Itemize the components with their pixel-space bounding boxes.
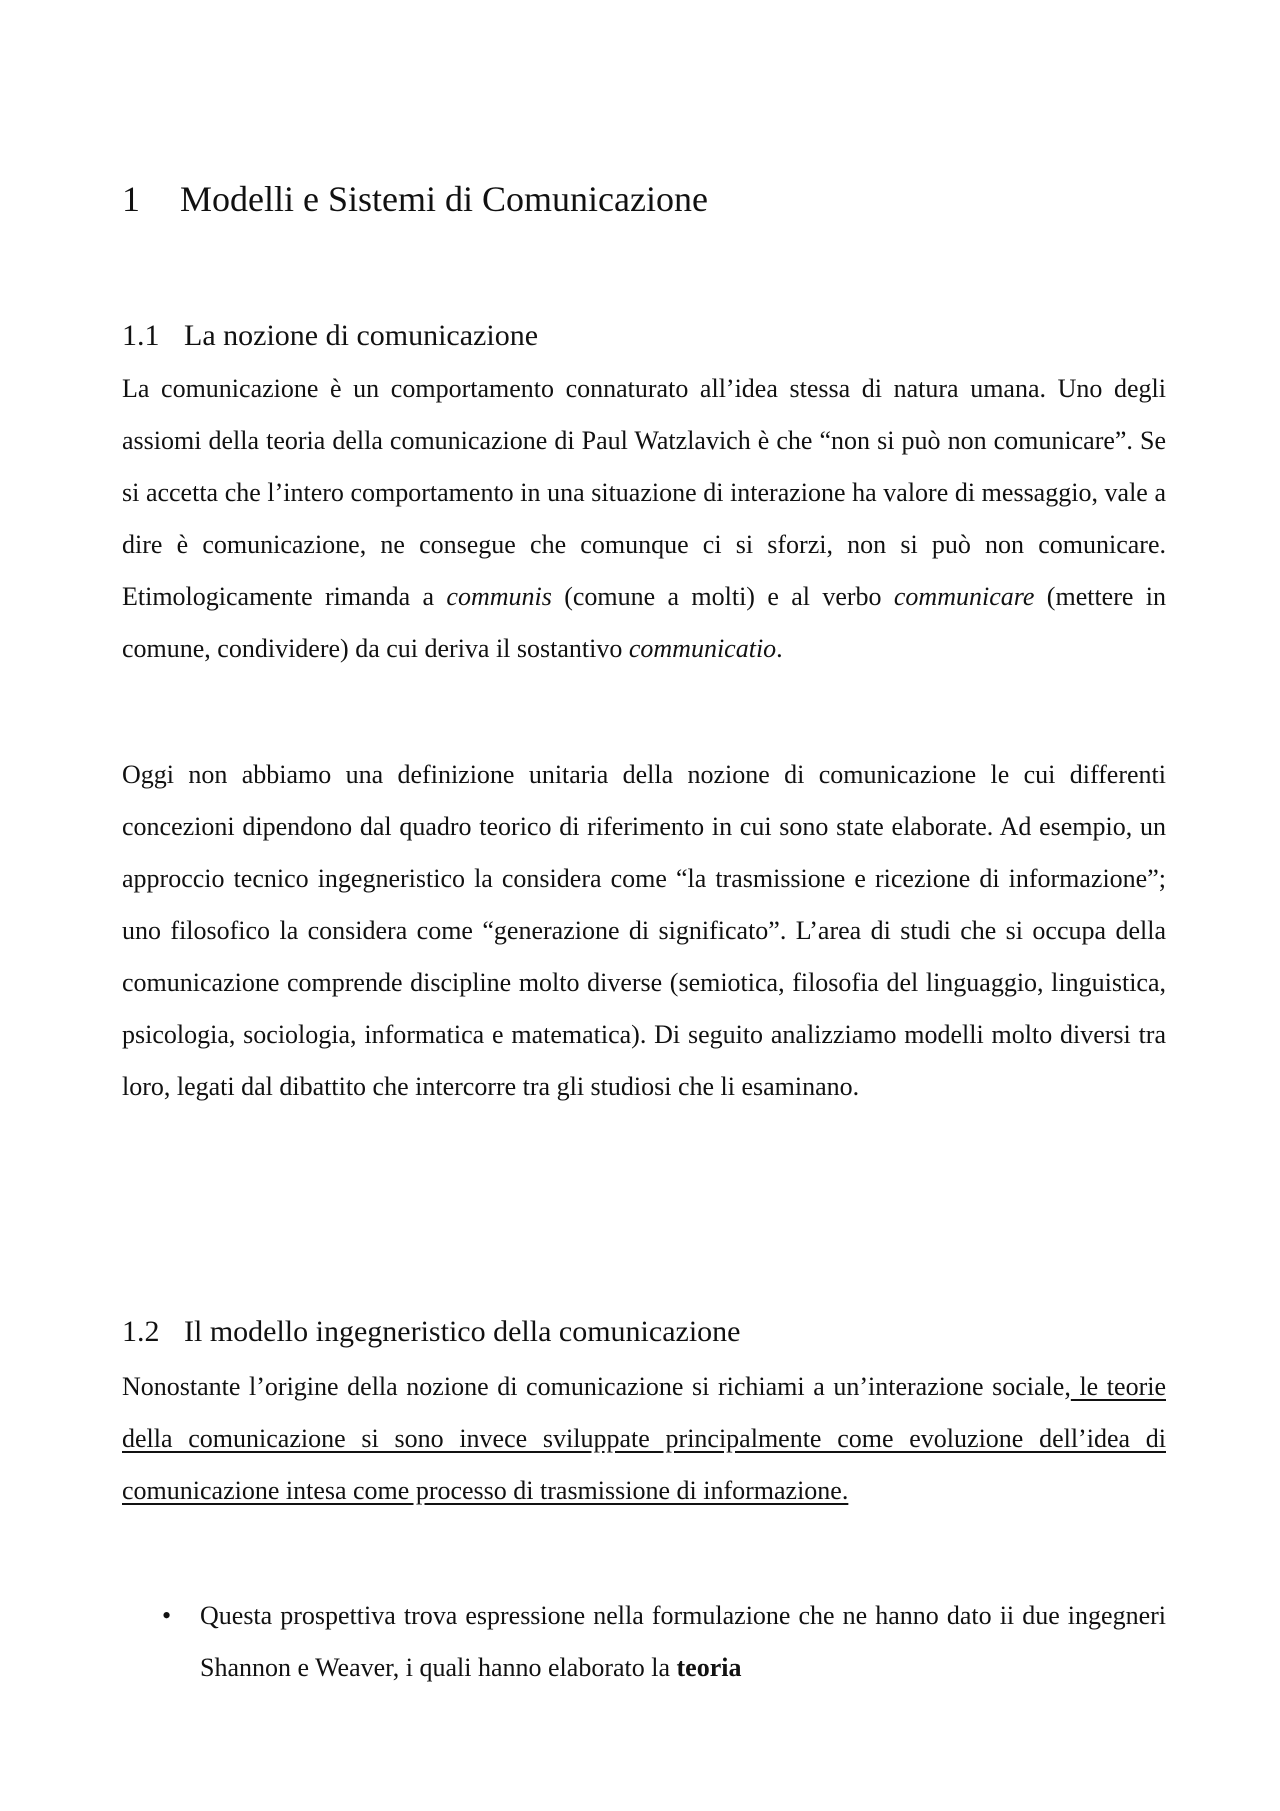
paragraph-engineering-model [122, 1361, 1166, 1517]
italic-term: communicatio [628, 634, 777, 663]
chapter-title: Modelli e Sistemi di Comunicazione [180, 179, 708, 219]
section-heading-1-2 [122, 1314, 740, 1350]
italic-term: communicare [893, 582, 1035, 611]
underlined-text: le teorie della comunicazione si sono invece sviluppate principalmente come evoluzione dell’idea di comunicazione intesa come processo di trasmissione di informazione. [122, 1372, 1166, 1505]
section-heading-1-1 [122, 318, 538, 354]
paragraph-communication-definition [122, 363, 1166, 675]
list-item [122, 1590, 1166, 1694]
list-item-text: Questa prospettiva trova espressione nella formulazione che ne hanno dato ii due ingegneri Shannon e Weaver, i quali hanno elaborato la [200, 1601, 1166, 1682]
chapter-heading [122, 178, 708, 221]
section-title: Il modello ingegneristico della comunicazione [184, 1315, 741, 1348]
text-run: . [776, 634, 783, 663]
paragraph-definitions-overview: Oggi non abbiamo una definizione unitaria della nozione di comunicazione le cui differenti concezioni dipendono dal quadro teorico di riferimento in cui sono state elaborate. Ad esempio, un approccio tecnico ingegneristico la considera come “la trasmissione e ricezione di informazione”; uno filosofico la considera come “generazione di significato”. L’area di studi che si occupa della comunicazione comprende discipline molto diverse (semiotica, filosofia del linguaggio, linguistica, psicologia, sociologia, informatica e matematica). Di seguito analizziamo modelli molto diversi tra loro, legati dal dibattito che intercorre tra gli studiosi che li esaminano. [122, 760, 1166, 1101]
text-run: Nonostante l’origine della nozione di comunicazione si richiami a un’interazione sociale, [122, 1372, 1071, 1401]
section-title: La nozione di comunicazione [184, 319, 539, 352]
italic-term: communis [446, 582, 552, 611]
text-run: La comunicazione è un comportamento connaturato all’idea stessa di natura umana. Uno degli assiomi della teoria della comunicazione di Paul Watzlavich è che “non si può non comunicare”. Se si accetta che l’intero comportamento in una situazione di interazione ha valore di messaggio, vale a dire è comunicazione, ne consegue che comunque ci si sforzi, non si può non comunicare. Etimologicamente rimanda a [122, 374, 1166, 611]
section-number: 1.2 [122, 1315, 160, 1348]
chapter-number: 1 [122, 179, 140, 219]
text-run: (mettere in comune, condividere) da cui deriva il sostantivo [122, 582, 1166, 663]
bold-term: teoria [676, 1653, 742, 1682]
text-run: (comune a molti) e al verbo [551, 582, 894, 611]
section-number: 1.1 [122, 319, 160, 352]
bullet-marker: • [162, 1601, 172, 1630]
bullet-list [122, 1590, 1166, 1694]
